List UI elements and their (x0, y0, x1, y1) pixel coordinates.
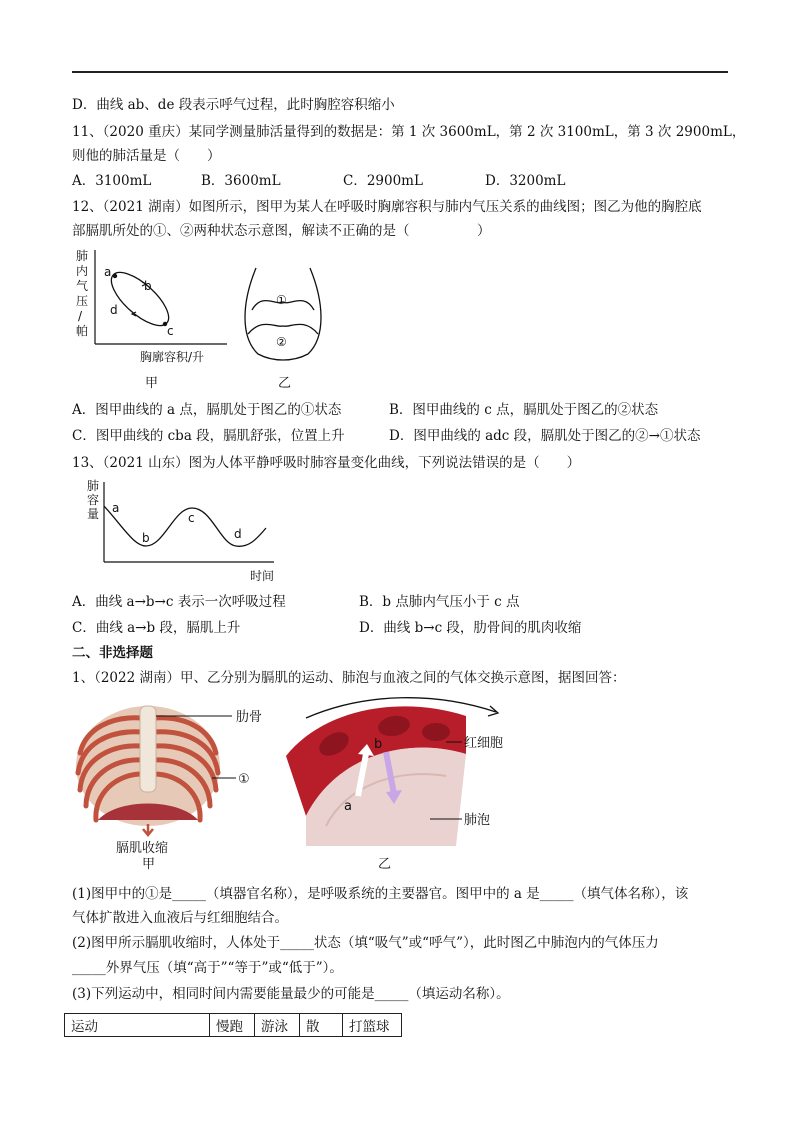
gas-b-label: b (374, 737, 383, 752)
fig13-curve (104, 506, 266, 546)
rbc-label: 红细胞 (464, 736, 504, 751)
fig13-label-b: b (142, 531, 150, 545)
fig12-y-label (76, 248, 88, 338)
gas-a-label: a (344, 799, 352, 814)
q11-stem-line1: 11、（2020 重庆）某同学测量肺活量得到的数据是：第 1 次 3600mL，第 2 次 3100mL，第 3 次 2900mL， (72, 124, 746, 140)
table-cell: 慢跑 (210, 1014, 255, 1037)
fig12-y-char: 气 (76, 279, 89, 293)
section-2-heading: 二、非选择题 (72, 645, 153, 661)
q11-option-a: A．3100mL (72, 173, 152, 189)
state-2-label: ② (276, 335, 287, 349)
fig13-graph (84, 476, 284, 584)
q11-option-d: D．3200mL (485, 173, 566, 189)
diaphragm-state-2 (248, 324, 318, 334)
p1-q2-line1: (2)图甲所示膈肌收缩时，人体处于_____状态（填“吸气”或“呼气”），此时图乙中肺泡内的气体压力 (72, 935, 659, 951)
fig12-y-char: 帕 (76, 324, 89, 338)
fig13-y-char: 量 (87, 507, 100, 521)
fig12-x-label: 胸廓容积/升 (140, 350, 205, 364)
alveolus-label: 肺泡 (464, 813, 491, 828)
red-blood-cell (422, 723, 450, 741)
state-1-label: ① (276, 293, 287, 307)
q12-option-a: A．图甲曲线的 a 点，膈肌处于图乙的①状态 (72, 402, 342, 418)
p1-q1-line2: 气体扩散进入血液后与红细胞结合。 (72, 910, 288, 926)
fig12-y-char: 内 (76, 264, 89, 278)
q10-option-d: D．曲线 ab、de 段表示呼气过程，此时胸腔容积缩小 (72, 97, 395, 113)
q12-stem-line2: 部膈肌所处的①、②两种状态示意图，解读不正确的是（ ） (72, 223, 491, 239)
table-cell: 打篮球 (343, 1014, 402, 1037)
fig12-label-a: a (104, 265, 112, 279)
fig13-x-label: 时间 (250, 569, 275, 583)
fig13-y-char: 容 (87, 493, 100, 507)
p1-q2-line2: _____外界气压（填“高于”“等于”或“低于”）。 (72, 960, 343, 976)
p1-q1-line1: (1)图甲中的①是_____（填器官名称），是呼吸系统的主要器官。图甲中的 a 是_____（填气体名称），该 (72, 886, 689, 902)
fig12-label-d: d (110, 303, 118, 317)
fig12-label-c: c (167, 324, 174, 338)
fig13-label-a: a (112, 501, 120, 515)
table-header-cell: 运动 (65, 1014, 210, 1037)
table-row (65, 1014, 402, 1037)
fig13-label-c: c (188, 511, 195, 525)
q13-stem: 13、（2021 山东）图为人体平静呼吸时肺容量变化曲线，下列说法错误的是（ ） (72, 455, 581, 471)
rib-label: 肋骨 (236, 710, 263, 725)
q13-option-a: A．曲线 a→b→c 表示一次呼吸过程 (72, 594, 286, 610)
figp1-caption-yi: 乙 (378, 857, 392, 872)
fig12-caption-yi: 乙 (278, 376, 292, 391)
fig13-y-char: 肺 (87, 479, 100, 493)
q12-option-c: C．图甲曲线的 cba 段，膈肌舒张，位置上升 (72, 428, 345, 444)
fig12-yi-diagram (238, 262, 328, 372)
diaphragm-label: 膈肌收缩 (116, 841, 169, 856)
fig12-label-b: b (144, 279, 152, 293)
p1-q3: (3)下列运动中，相同时间内需要能量最少的可能是_____（填运动名称）。 (72, 986, 510, 1002)
q13-option-c: C．曲线 a→b 段，膈肌上升 (72, 620, 241, 636)
p1-stem: 1、（2022 湖南）甲、乙分别为膈肌的运动、肺泡与血液之间的气体交换示意图，据图回答： (72, 670, 626, 686)
exercise-table (64, 1013, 402, 1037)
fig12-point-a (113, 274, 117, 278)
figp1-ribcage (72, 698, 282, 866)
figp1-caption-jia: 甲 (142, 857, 156, 872)
fig12-caption-jia: 甲 (145, 376, 159, 391)
q12-option-b: B．图甲曲线的 c 点，膈肌处于图乙的②状态 (389, 402, 659, 418)
q11-option-b: B．3600mL (201, 173, 281, 189)
q11-option-c: C．2900mL (343, 173, 423, 189)
fig12-y-char: 肺 (76, 249, 89, 263)
q11-stem-line2: 则他的肺活量是（ ） (72, 148, 221, 164)
organ-label: ① (238, 772, 250, 787)
figp1-alveolus (286, 696, 516, 856)
q12-stem-line1: 12、（2021 湖南）如图所示，图甲为某人在呼吸时胸廓容积与肺内气压关系的曲线图；图乙为他的胸腔底 (72, 199, 702, 215)
table-cell: 游泳 (255, 1014, 300, 1037)
header-rule (72, 71, 728, 73)
fig12-y-char: / (78, 309, 83, 323)
table-cell: 散 (300, 1014, 343, 1037)
fig12-jia-graph (72, 244, 232, 379)
q13-option-d: D．曲线 b→c 段，肋骨间的肌肉收缩 (359, 620, 582, 636)
sternum (140, 706, 156, 792)
q12-option-d: D．图甲曲线的 adc 段，膈肌处于图乙的②→①状态 (389, 428, 701, 444)
q13-option-b: B．b 点肺内气压小于 c 点 (359, 594, 520, 610)
fig13-label-d: d (234, 527, 242, 541)
fig12-y-char: 压 (76, 294, 89, 308)
